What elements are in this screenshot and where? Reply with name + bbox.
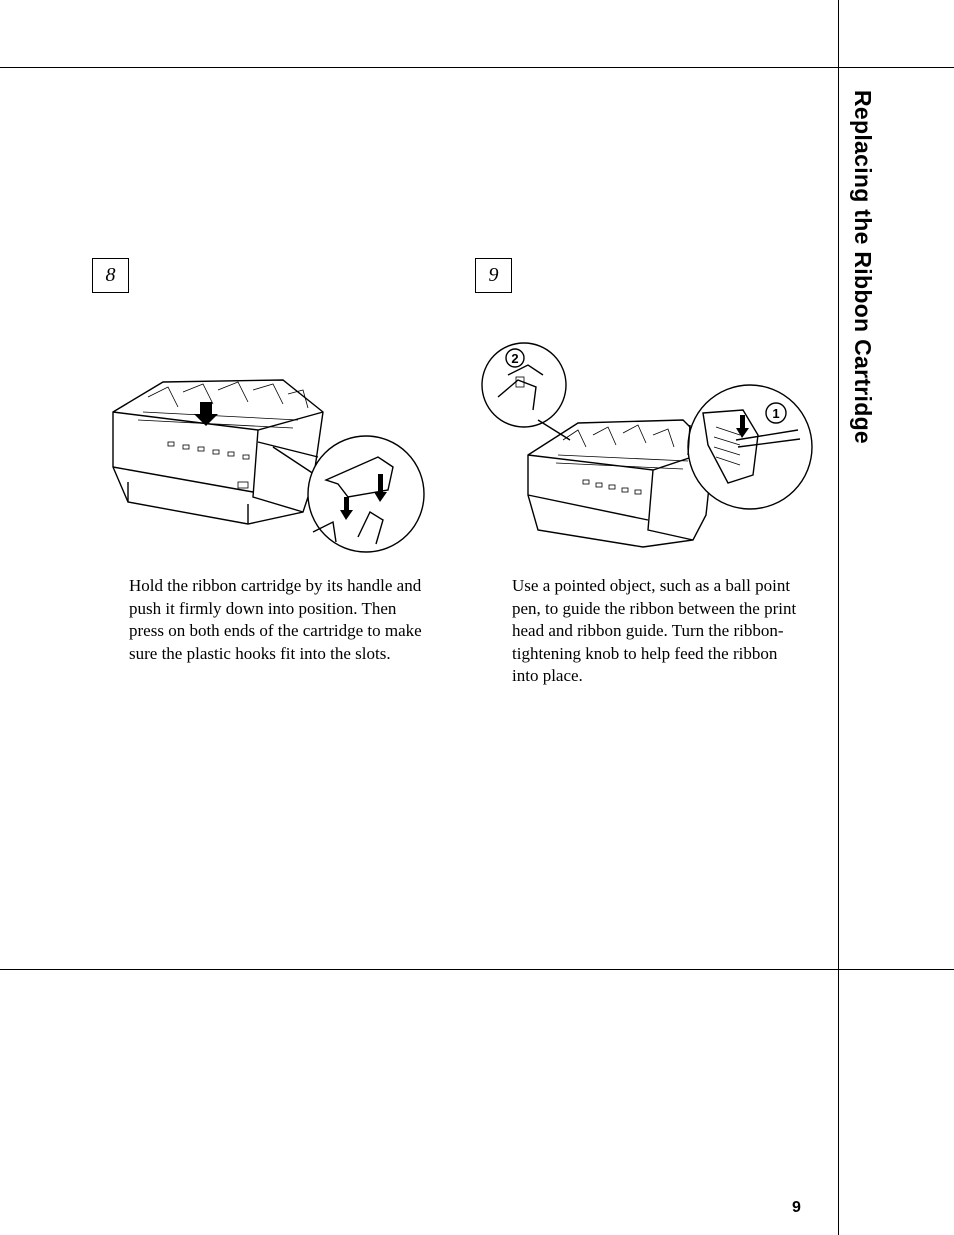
top-rule [0,67,954,68]
callout-2: 2 [511,351,519,366]
callout-1: 1 [772,406,780,421]
section-title: Replacing the Ribbon Cartridge [850,90,876,445]
printer-ribbon-install-icon [108,372,428,557]
bottom-rule [0,969,954,970]
step-9-text: Use a pointed object, such as a ball point pen, to guide the ribbon between the print head and ribbon guide. Turn the ribbon-tightening knob to help feed the ribbon into place. [512,576,797,685]
step-9-number: 9 [475,258,512,293]
margin-rule [838,0,839,1235]
step-8-number: 8 [92,258,129,293]
printer-ribbon-guide-icon [478,335,818,555]
page-number: 9 [792,1199,801,1216]
step-8-text: Hold the ribbon cartridge by its handle and push it firmly down into position. Then press on both ends of the cartridge to make sure the plastic hooks fit into the slots. [129,576,422,663]
